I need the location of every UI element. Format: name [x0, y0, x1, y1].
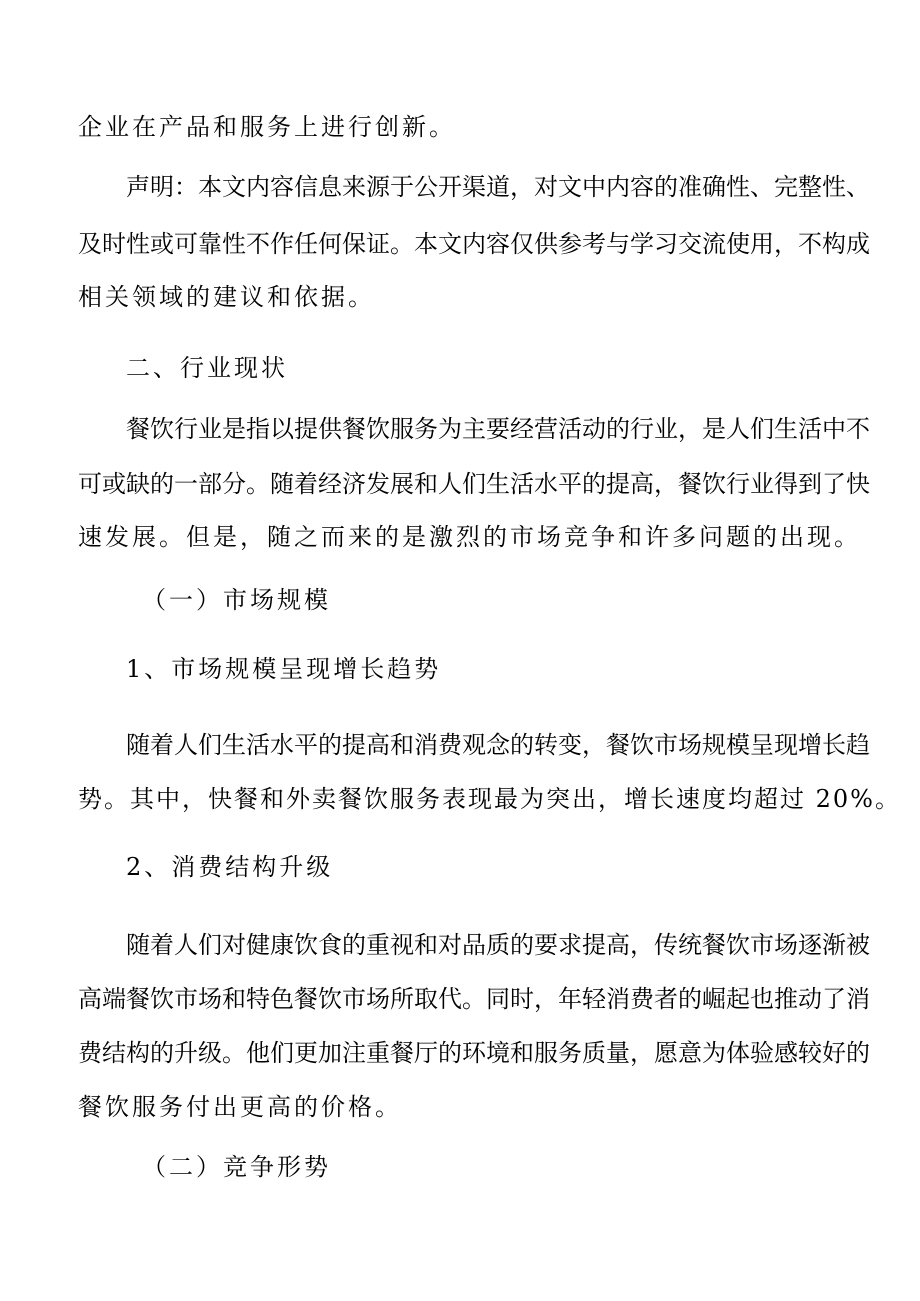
consumption-line-4: 餐饮服务付出更高的价格。: [78, 1093, 402, 1121]
industry-paragraph-line-1: 餐饮行业是指以提供餐饮服务为主要经营活动的行业，是人们生活中不: [126, 415, 870, 443]
disclaimer-line-3: 相关领域的建议和依据。: [78, 283, 375, 311]
disclaimer-line-2: 及时性或可靠性不作任何保证。本文内容仅供参考与学习交流使用，不构成: [78, 230, 870, 258]
market-growth-line-2: 势。其中，快餐和外卖餐饮服务表现最为突出，增长速度均超过 20%。: [78, 785, 901, 813]
industry-paragraph-line-2: 可或缺的一部分。随着经济发展和人们生活水平的提高，餐饮行业得到了快: [78, 470, 870, 498]
subsection-heading-market-size: （一）市场规模: [142, 586, 331, 614]
disclaimer-line-1: 声明：本文内容信息来源于公开渠道，对文中内容的准确性、完整性、: [126, 173, 870, 201]
market-growth-line-1: 随着人们生活水平的提高和消费观念的转变，餐饮市场规模呈现增长趋: [126, 731, 870, 759]
industry-paragraph-line-3: 速发展。但是，随之而来的是激烈的市场竞争和许多问题的出现。: [78, 523, 861, 551]
point-heading-consumption-upgrade: 2、消费结构升级: [126, 853, 334, 881]
paragraph-continuation-line: 企业在产品和服务上进行创新。: [78, 113, 456, 141]
consumption-line-3: 费结构的升级。他们更加注重餐厅的环境和服务质量，愿意为体验感较好的: [78, 1039, 870, 1067]
section-heading-industry-status: 二、行业现状: [126, 354, 288, 382]
point-heading-market-growth: 1、市场规模呈现增长趋势: [126, 655, 442, 683]
subsection-heading-competition: （二）竞争形势: [142, 1153, 331, 1181]
consumption-line-2: 高端餐饮市场和特色餐饮市场所取代。同时，年轻消费者的崛起也推动了消: [78, 985, 870, 1013]
consumption-line-1: 随着人们对健康饮食的重视和对品质的要求提高，传统餐饮市场逐渐被: [126, 931, 870, 959]
